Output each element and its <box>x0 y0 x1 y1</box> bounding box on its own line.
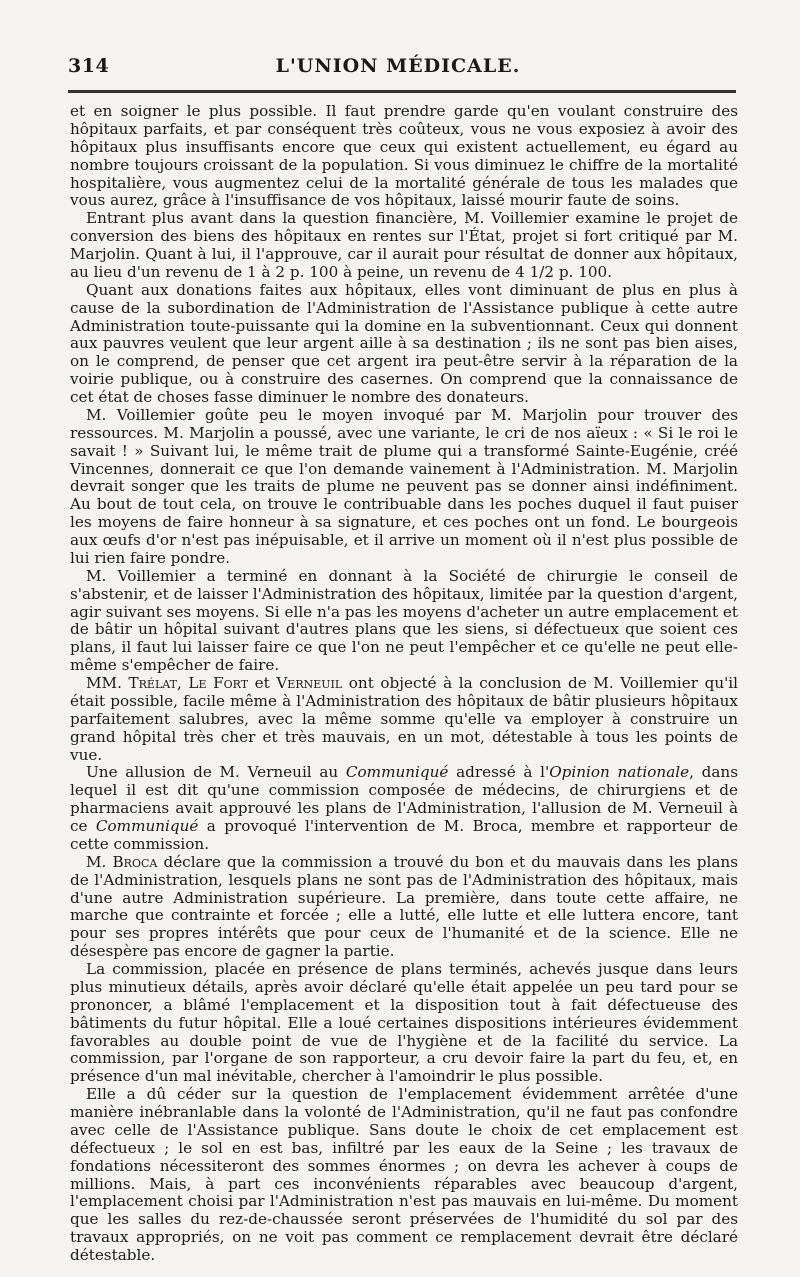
paragraph: La commission, placée en présence de plans terminés, achevés jusque dans leurs plus minutieux détails, après avoir déclaré qu'elle était appelée un peu tard pour se prononcer, a blâmé l'emplacement et la disposition tout à fait défectueuse des bâtiments du futur hôpital. Elle a loué certaines dispositions intérieures évidemment favorables au double point de vue de l'hygiène et de la facilité du service. La commission, par l'organe de son rapporteur, a cru devoir faire la part du feu, et, en présence d'un mal inévitable, chercher à l'amoindrir le plus possible. <box>70 960 738 1086</box>
paragraph: Quant aux donations faites aux hôpitaux, elles vont diminuant de plus en plus à cause de la subordination de l'Administration de l'Assistance publique à cette autre Administration toute-puissante qui la domine en la subventionnant. Ceux qui donnent aux pauvres veulent que leur argent aille à sa destination ; ils ne sont pas bien aises, on le comprend, de penser que cet argent ira peut-être servir à la réparation de la voirie publique, ou à construire des casernes. On comprend que la connaissance de cet état de choses fasse diminuer le nombre des donateurs. <box>70 280 738 406</box>
paragraph: MM. Trélat, Le Fort et Verneuil ont objecté à la conclusion de M. Voillemier qu'il était possible, facile même à l'Administration des hôpitaux de bâtir plusieurs hôpitaux parfaitement salubres, avec la même somme qu'elle va employer à construire un grand hôpital très cher et très mauvais, en un mot, détestable à tous les points de vue. <box>70 674 738 764</box>
paragraph: M. Voillemier a terminé en donnant à la Société de chirurgie le conseil de s'abstenir, et de laisser l'Administration des hôpitaux, limitée par la question d'argent, agir suivant ses moyens. Si elle n'a pas les moyens d'acheter un autre emplacement et de bâtir un hôpital suivant d'autres plans que les siens, si défectueux que soient ces plans, il faut lui laisser faire ce que l'on ne peut l'empêcher et ce qu'elle ne peut elle-même s'empêcher de faire. <box>70 566 738 675</box>
page-number: 314 <box>68 55 110 77</box>
paragraph: M. Voillemier goûte peu le moyen invoqué par M. Marjolin pour trouver des ressources. M. Marjolin a poussé, avec une variante, le cri de nos aïeux : « Si le roi le savait ! » Suivant lui, le même trait de plume qui a transformé Sainte-Eugénie, créé Vincennes, donnerait ce que l'on demande vainement à l'Administration. M. Marjolin devrait songer que les traits de plume ne peuvent pas se donner ainsi indéfiniment. Au bout de tout cela, on trouve le contribuable dans les poches duquel il faut puiser les moyens de faire honneur à sa signature, et ces poches ont un fond. Le bourgeois aux œufs d'or n'est pas inépuisable, et il arrive un moment où il n'est plus possible de lui rien faire pondre. <box>70 405 738 567</box>
paragraph: et en soigner le plus possible. Il faut prendre garde qu'en voulant construire des hôpitaux parfaits, et par conséquent très coûteux, vous ne vous exposiez à avoir des hôpitaux plus insuffisants encore que ceux qui existent actuellement, eu égard au nombre toujours croissant de la population. Si vous diminuez le chiffre de la mortalité hospitalière, vous augmentez celui de la mortalité générale de tous les malades que vous aurez, grâce à l'insuffisance de vos hôpitaux, laissé mourir faute de soins. <box>70 102 738 210</box>
paragraph: Elle a dû céder sur la question de l'emplacement évidemment arrêtée d'une manière inébranlable dans la volonté de l'Administration, qu'il ne faut pas confondre avec celle de l'Assistance publique. Sans doute le choix de cet emplacement est défectueux ; le sol en est bas, infiltré par les eaux de la Seine ; les travaux de fondations nécessiteront des sommes énormes ; on devra les achever à coups de millions. Mais, à part ces inconvénients réparables avec beaucoup d'argent, l'emplacement choisi par l'Administration n'est pas mauvais en lui-même. Du moment que les salles du rez-de-chaussée seront préservées de l'humidité du sol par des travaux appropriés, on ne voit pas comment ce remplacement devrait être déclaré détestable. <box>70 1085 738 1264</box>
running-title: L'UNION MÉDICALE. <box>275 55 521 77</box>
paragraph: Entrant plus avant dans la question financière, M. Voillemier examine le projet de conversion des biens des hôpitaux en rentes sur l'État, projet si fort critiqué par M. Marjolin. Quant à lui, il l'approuve, car il aurait pour résultat de donner aux hôpitaux, au lieu d'un revenu de 1 à 2 p. 100 à peine, un revenu de 4 1/2 p. 100. <box>70 209 738 281</box>
author-name: Broca <box>112 852 158 871</box>
paragraph: Une allusion de M. Verneuil au Communiqué adressé à l'Opinion nationale, dans lequel il est dit qu'une commission composée de médecins, de chirurgiens et de pharmaciens avait approuvé les plans de l'Administration, l'allusion de M. Verneuil à ce Communiqué a provoqué l'intervention de M. Broca, membre et rapporteur de cette commission. <box>70 763 738 853</box>
author-name: Verneuil <box>276 674 343 692</box>
author-name: Le Fort <box>188 674 249 692</box>
author-name: Trélat <box>128 674 177 692</box>
header-rule <box>68 90 736 93</box>
paragraph: M. Broca déclare que la commission a trouvé du bon et du mauvais dans les plans de l'Administration, lesquels plans ne sont pas de l'Administration des hôpitaux, mais d'une autre Administration supérieure. La première, dans toute cette affaire, ne marche que contrainte et forcée ; elle a lutté, elle lutte et elle luttera encore, tant pour ses propres intérêts que pour ceux de l'humanité et de la science. Elle ne désespère pas encore de gagner la partie. <box>70 852 738 961</box>
page-header <box>68 55 728 85</box>
body-text <box>70 103 738 1265</box>
